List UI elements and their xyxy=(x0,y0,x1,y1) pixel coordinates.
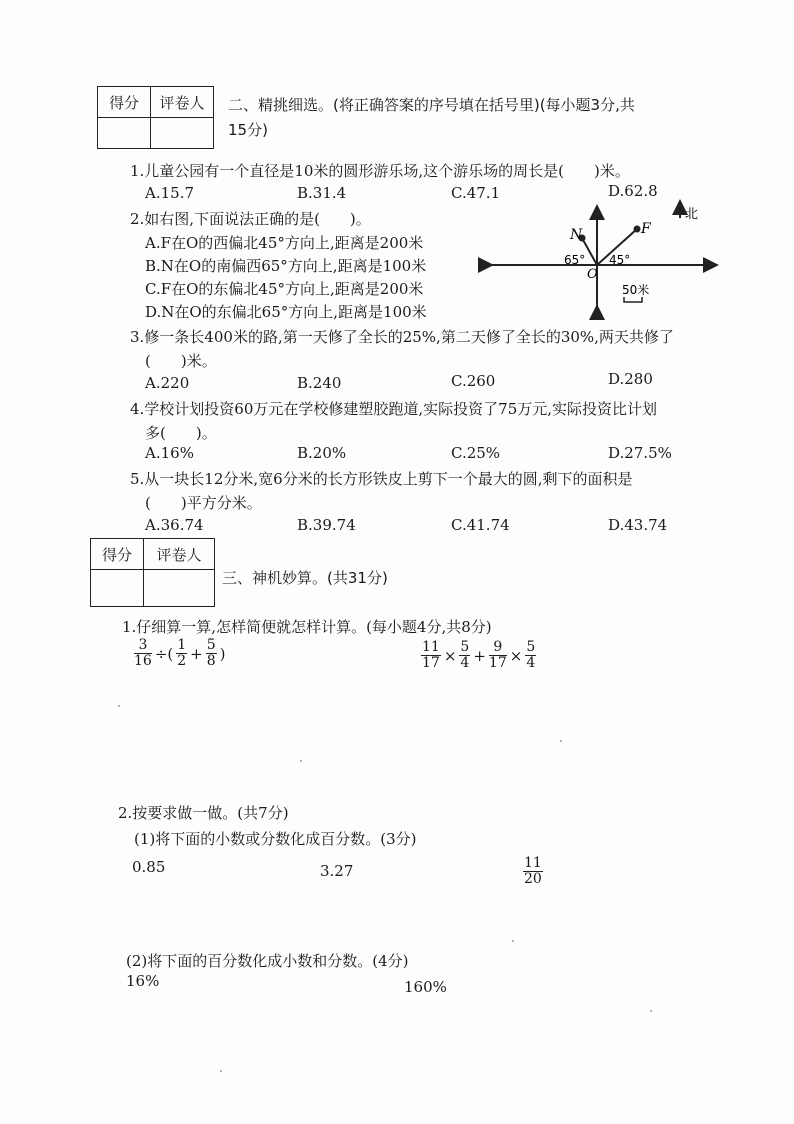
origin-label: O xyxy=(587,267,598,282)
score-table-section2 xyxy=(97,86,214,149)
question-4-stem-line1: 4.学校计划投资60万元在学校修建塑胶跑道,实际投资了75万元,实际投资比计划 xyxy=(130,400,658,418)
direction-diagram xyxy=(490,200,730,315)
question-5-option-a[interactable]: A.36.74 xyxy=(145,516,204,534)
question-5-option-d[interactable]: D.43.74 xyxy=(608,516,668,534)
expression-1: $\frac{3}{16}$ ÷( $\frac{1}{2}$ + $\frac{5}{8}$ ) xyxy=(134,637,226,669)
scan-speck xyxy=(650,1010,652,1012)
question-4-option-a[interactable]: A.16% xyxy=(145,444,194,462)
section3-heading: 三、神机妙算。(共31分) xyxy=(222,569,388,587)
fraction: $\frac{11}{17}$ xyxy=(422,639,440,671)
question-1-option-b[interactable]: B.31.4 xyxy=(297,184,347,202)
score-cell[interactable] xyxy=(98,118,151,149)
question-2-option-c[interactable]: C.F在O的东偏北45°方向上,距离是200米 xyxy=(145,280,424,298)
point-n-label: N xyxy=(570,227,583,243)
question-1-option-d[interactable]: D.62.8 xyxy=(608,182,658,200)
point-f-label: F xyxy=(641,221,651,237)
angle-right-label: 45° xyxy=(609,253,631,267)
item-decimal-327: 3.27 xyxy=(320,862,354,880)
part-2-stem: 2.按要求做一做。(共7分) xyxy=(118,804,289,822)
angle-left-label: 65° xyxy=(564,253,586,267)
fraction: $\frac{11}{20}$ xyxy=(524,855,542,887)
question-5-stem-line2: ( )平方分米。 xyxy=(145,494,262,512)
expression-2: $\frac{11}{17}$ × $\frac{5}{4}$ + $\frac{9}{17}$ × $\frac{5}{4}$ xyxy=(422,639,536,671)
scan-speck xyxy=(512,940,514,942)
part-1-stem: 1.仔细算一算,怎样简便就怎样计算。(每小题4分,共8分) xyxy=(122,618,492,636)
grader-cell[interactable] xyxy=(151,118,214,149)
item-fraction-11-20 xyxy=(522,856,544,887)
question-4-stem-line2: 多( )。 xyxy=(145,424,217,442)
question-3-stem-line1: 3.修一条长400米的路,第一天修了全长的25%,第二天修了全长的30%,两天共修了 xyxy=(130,328,674,346)
question-2-option-a[interactable]: A.F在O的西偏北45°方向上,距离是200米 xyxy=(145,234,424,252)
scan-speck xyxy=(300,760,302,762)
scan-speck xyxy=(220,1070,222,1072)
question-2-option-b[interactable]: B.N在O的南偏西65°方向上,距离是100米 xyxy=(145,257,427,275)
question-2-option-d[interactable]: D.N在O的东偏北65°方向上,距离是100米 xyxy=(145,303,427,321)
score-label: 得分 xyxy=(91,539,144,570)
question-3-stem-line2: ( )米。 xyxy=(145,352,217,370)
fraction: $\frac{1}{2}$ xyxy=(177,637,187,669)
fraction: $\frac{5}{4}$ xyxy=(460,639,470,671)
question-5-option-b[interactable]: B.39.74 xyxy=(297,516,356,534)
question-1-stem: 1.儿童公园有一个直径是10米的圆形游乐场,这个游乐场的周长是( )米。 xyxy=(130,162,630,180)
north-label: 北 xyxy=(685,207,699,222)
grader-label: 评卷人 xyxy=(151,87,214,118)
question-3-option-a[interactable]: A.220 xyxy=(145,374,190,392)
scale-bar xyxy=(624,297,642,302)
fraction: $\frac{9}{17}$ xyxy=(488,639,507,671)
item-percent-160: 160% xyxy=(404,978,447,996)
fraction: $\frac{5}{4}$ xyxy=(526,639,536,671)
grader-label: 评卷人 xyxy=(144,539,215,570)
question-5-option-c[interactable]: C.41.74 xyxy=(451,516,510,534)
score-table-section3 xyxy=(90,538,215,607)
item-percent-16: 16% xyxy=(126,972,160,990)
question-3-option-c[interactable]: C.260 xyxy=(451,372,496,390)
fraction: $\frac{3}{16}$ xyxy=(134,637,152,669)
question-4-option-b[interactable]: B.20% xyxy=(297,444,347,462)
section2-heading: 二、精挑细选。(将正确答案的序号填在括号里)(每小题3分,共 15分) xyxy=(228,96,635,139)
question-3-option-d[interactable]: D.280 xyxy=(608,370,653,388)
part-2-sub2: (2)将下面的百分数化成小数和分数。(4分) xyxy=(126,952,409,970)
score-cell[interactable] xyxy=(91,570,144,607)
question-1-option-c[interactable]: C.47.1 xyxy=(451,184,501,202)
grader-cell[interactable] xyxy=(144,570,215,607)
scale-label: 50米 xyxy=(622,283,650,297)
question-5-stem-line1: 5.从一块长12分米,宽6分米的长方形铁皮上剪下一个最大的圆,剩下的面积是 xyxy=(130,470,633,488)
item-decimal-085: 0.85 xyxy=(132,858,166,876)
point-f-dot xyxy=(634,226,641,233)
score-label: 得分 xyxy=(98,87,151,118)
question-4-option-c[interactable]: C.25% xyxy=(451,444,501,462)
scan-speck xyxy=(560,740,562,742)
scan-speck xyxy=(118,705,120,707)
part-2-sub1: (1)将下面的小数或分数化成百分数。(3分) xyxy=(134,830,417,848)
question-4-option-d[interactable]: D.27.5% xyxy=(608,444,672,462)
question-1-option-a[interactable]: A.15.7 xyxy=(145,184,194,202)
question-2-stem: 2.如右图,下面说法正确的是( )。 xyxy=(130,210,371,228)
question-3-option-b[interactable]: B.240 xyxy=(297,374,342,392)
fraction: $\frac{5}{8}$ xyxy=(206,637,216,669)
